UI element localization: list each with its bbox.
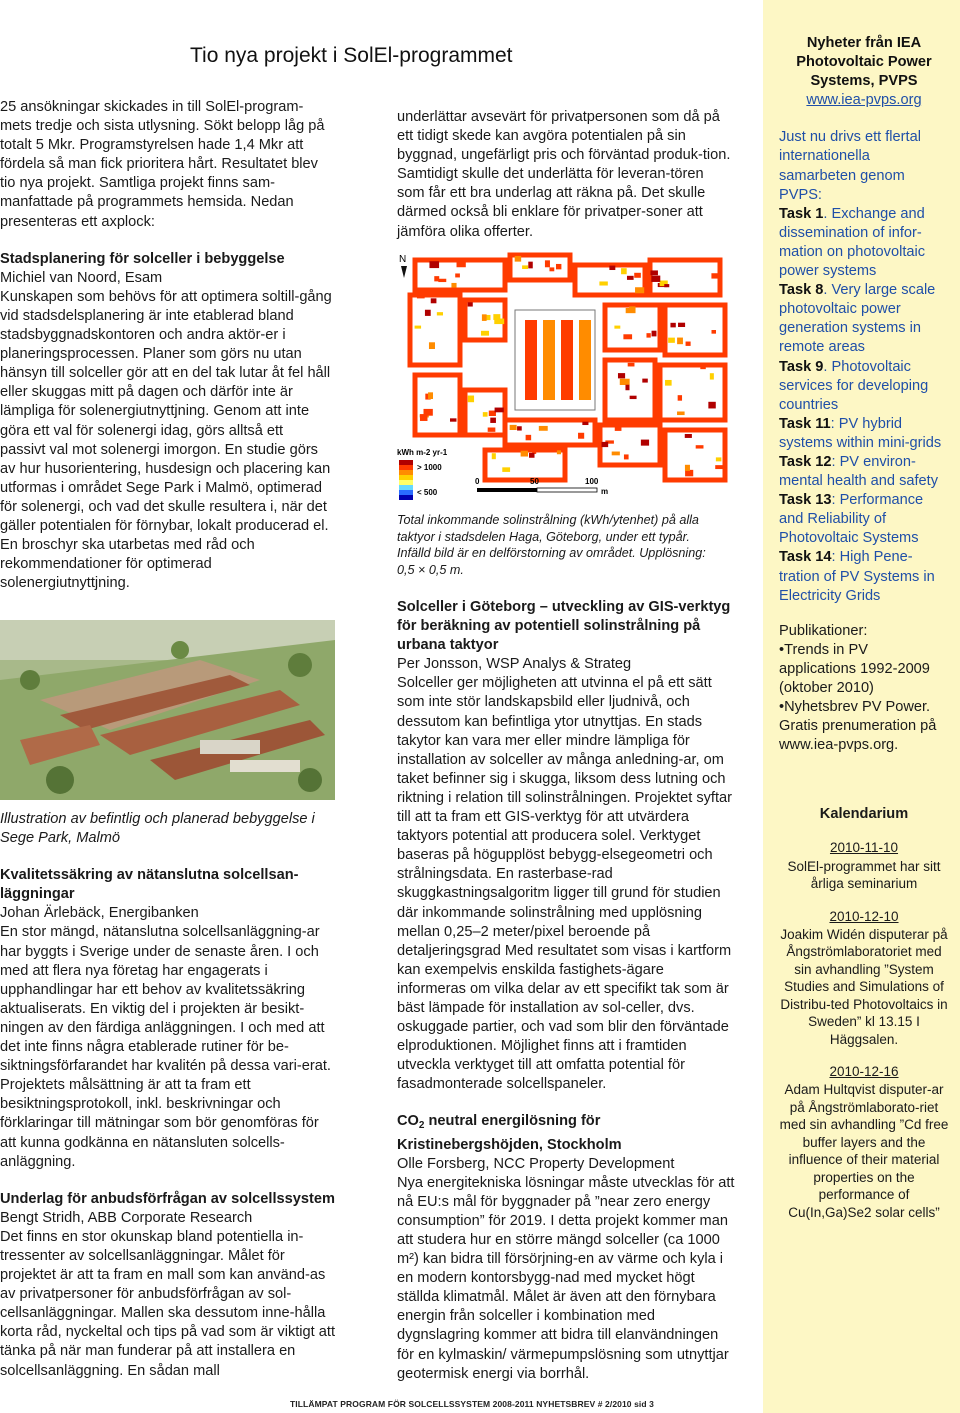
roof-segment: [529, 453, 535, 458]
roof-segment: [483, 412, 488, 417]
pvps-link[interactable]: www.iea-pvps.org: [806, 92, 922, 109]
sidebar-heading: Nyheter från IEA Photovoltaic Power Systems, PVPS: [796, 35, 932, 90]
roof-segment: [437, 312, 443, 315]
legend-swatch: [399, 465, 413, 470]
task-text: : High Pene-tration of PV Systems in Electricity Grids: [779, 549, 935, 604]
article2-heading: Kvalitetssäkring av nätanslutna solcellsan-läggningar: [0, 867, 299, 903]
roof-segment: [670, 323, 675, 328]
roof-segment: [628, 363, 635, 367]
roof-segment: [621, 268, 627, 274]
roof-segment: [708, 402, 715, 409]
roof-segment: [455, 273, 460, 277]
roof-segment: [668, 338, 675, 343]
scale-0: 0: [475, 477, 480, 486]
roof-segment: [425, 310, 431, 316]
roof-segment: [677, 338, 683, 345]
scale-50: 50: [530, 477, 539, 486]
roof-segment: [678, 395, 682, 401]
pub-item: •Nyhetsbrev PV Power. Gratis prenumeration på www.iea-pvps.org.: [779, 699, 937, 754]
middle-column-lower: [397, 598, 735, 1384]
task-label: Task 11: [779, 415, 831, 432]
legend-swatch: [399, 495, 413, 500]
roof-segment: [686, 342, 691, 346]
roof-segment: [468, 302, 473, 306]
roof-segment: [488, 428, 496, 432]
roof-segment: [417, 295, 425, 298]
roof-segment: [451, 283, 456, 288]
task-text: . Photovoltaic services for developing countries: [779, 358, 929, 413]
scale-100: 100: [585, 477, 599, 486]
task-label: Task 1: [779, 205, 824, 222]
legend-title: kWh m-2 yr-1: [397, 448, 448, 457]
roof-segment: [431, 298, 437, 303]
scale-unit: m: [601, 487, 609, 496]
inset-building: [579, 320, 591, 400]
task-text: . Exchange and dissemination of infor-mation on photovoltaic power systems: [779, 205, 926, 280]
intro-text: 25 ansökningar skickades in till SolEl-program-mets tredje och sista utlysning. Sökt belopp låg på totalt 5 Mkr. Programstyrelsen hade 1,4 Mkr att fördela så man fick prioritera hårt. Resultatet blev tio nya projekt. Samtliga projekt finns sam-manfattade på programmets hemsida. Nedan presenteras ett axplock:: [0, 99, 325, 230]
roof-segment: [494, 319, 504, 325]
roof-segment: [665, 380, 672, 386]
roof-segment: [652, 331, 657, 337]
roof-segment: [481, 331, 489, 336]
roof-segment: [711, 330, 716, 334]
pub-heading: Publikationer:: [779, 622, 868, 639]
roof-segment: [521, 451, 528, 457]
task-item: [779, 548, 949, 605]
roof-segment: [685, 465, 690, 471]
roof-segment: [710, 373, 714, 379]
roof-segment: [557, 450, 561, 454]
roof-segment: [502, 467, 510, 472]
event-text: SolEl-programmet har sitt årliga seminarium: [787, 858, 941, 892]
roof-segment: [420, 414, 428, 421]
event-date: 2010-11-10: [829, 840, 899, 856]
roof-segment: [651, 276, 660, 282]
roof-segment: [634, 273, 641, 278]
article2-author: Johan Ärlebäck, Energibanken: [0, 905, 199, 922]
roof-segment: [630, 396, 637, 399]
article5-heading: $CO_2$ neutral energilösning för Kristinebergshöjden, Stockholm: [397, 1113, 622, 1153]
north-label: N: [399, 254, 407, 265]
calendar-heading: Kalendarium: [819, 806, 909, 823]
roof-segment: [495, 408, 504, 413]
task-label: Task 9: [779, 358, 824, 375]
roof-segment: [602, 442, 609, 447]
roof-segment: [515, 256, 521, 262]
roof-segment: [700, 366, 705, 369]
left-column: [0, 98, 332, 611]
task-text: : Performance and Reliability of Photovoltaic Systems: [779, 492, 924, 547]
task-list: [779, 205, 949, 606]
roof-segment: [599, 281, 607, 285]
event-date: 2010-12-16: [829, 1064, 899, 1080]
roof-segment: [614, 326, 620, 329]
solar-radiation-map: [395, 250, 730, 505]
roof-segment: [539, 426, 548, 431]
inset-building: [543, 320, 555, 400]
event-text: Joakim Widén disputerar på Ångströmlaboratoriet med sin avhandling ”System Studies and Simulations of Distribu-ted Photovoltaics in Sweden” kl 13.15 I Häggsalen.: [780, 926, 948, 1047]
roof-segment: [556, 264, 561, 269]
event-date: 2010-12-10: [829, 908, 899, 924]
article4-body: Solceller ger möjligheten att utvinna el på ett sätt som inte stör landskapsbild eller ljudnivå, och dessutom kan befintliga ytor utnyttjas. En stads takytor kan vara mer eller mindre lämpliga för installation av solceller av många anledning-ar, om taket befinner sig i skugga, liksom dess lutning och riktning i relation till solinstrålningen. Projektet syftar till att ta fram ett GIS-verktyg för att utvärdera taktyors potential att producera solel. Verktyget baseras på högupplöst bebygg-elsegeometri och strålningsdata. En rasterbase-rad skuggkastningsalgoritm ligger till grund för studien där inkommande solinstrålning med upplösning mellan 0,25–2 meter/pixel beroende på detaljeringsgrad Med resultatet som visas i kartform kan exempelvis enskilda fastighets-ägare informeras om vilka delar av ett specifikt tak som är bäst lämpade för installation av sol-celler, dvs. oskuggade partier, och vad som blir den förväntade elproduktionen. Möjlighet finns att i framtiden utveckla verktyget till att omfatta potential för fasadmonterade solcellspaneler.: [397, 675, 732, 1093]
roof-segment: [522, 265, 528, 269]
roof-segment: [711, 273, 720, 278]
roof-segment: [641, 440, 649, 446]
roof-segment: [677, 411, 685, 415]
roof-segment: [635, 287, 644, 293]
task-label: Task 13: [779, 492, 832, 509]
roof-segment: [678, 323, 685, 327]
legend-swatch: [399, 485, 413, 490]
article5-author: Olle Forsberg, NCC Property Development: [397, 1155, 675, 1172]
roof-segment: [715, 465, 725, 469]
page-title: Tio nya projekt i SolEl-programmet: [190, 44, 513, 67]
sidebar-intro: Just nu drivs ett flertal internationella samarbeten genom PVPS:: [779, 129, 921, 203]
task-text: . Very large scale photovoltaic power generation systems in remote areas: [779, 282, 936, 356]
roof-segment: [623, 334, 632, 339]
article4-heading: Solceller i Göteborg – utveckling av GIS-verktyg för beräkning av potentiell solinstrålning på urbana taktyor: [397, 599, 731, 654]
roof-segment: [428, 392, 433, 399]
roof-segment: [612, 452, 620, 456]
roof-segment: [528, 262, 532, 269]
task-item: [779, 453, 949, 491]
roof-segment: [510, 425, 517, 430]
task-label: Task 14: [779, 549, 832, 566]
roof-segment: [545, 260, 550, 267]
roof-segment: [629, 306, 635, 310]
roof-segment: [620, 379, 630, 385]
task-label: Task 12: [779, 453, 832, 470]
roof-segment: [685, 434, 692, 438]
legend-color-bar: [399, 460, 413, 500]
roof-segment: [415, 326, 421, 329]
task-text: : PV hybrid systems within mini-grids: [779, 415, 942, 451]
roof-segment: [650, 270, 658, 275]
task-label: Task 8: [779, 282, 824, 299]
photo-caption: Illustration av befintlig och planerad bebyggelse i Sege Park, Malmö: [0, 811, 315, 847]
legend-swatch: [399, 475, 413, 480]
roof-segment: [624, 454, 629, 459]
task-item: [779, 205, 949, 281]
roof-segment: [438, 279, 446, 282]
roof-segment: [664, 284, 669, 287]
roof-segment: [716, 457, 721, 461]
event-text: Adam Hultqvist disputer-ar på Ångströmlaborato-riet med sin avhandling ”Cd free buffer layers and the influence of their material properties on the performance of Cu(In,Ga)Se2 solar cells”: [779, 1082, 949, 1220]
task-item: [779, 491, 949, 548]
article5-body: Nya energitekniska lösningar måste utvecklas för att nå EU:s mål för byggnader på ”near zero energy consumption” för 2019. I detta projekt kommer man att studera hur en större mängd solceller (ca 1000 m²) kan bidra till försörjning-en av värme och kyla i en modern kontorsbygg-nad med mycket högt ställda klimatmål. Målet är även att den förnybara energin från solceller i kombination med dygnslagring kommer att bidra till elanvändningen för en kylmaskin/ värmepumpslösning som utnyttjar geotermisk energi via borrhål.: [397, 1174, 735, 1382]
article1-heading: Stadsplanering för solceller i bebyggelse: [0, 250, 285, 267]
roof-segment: [696, 445, 704, 448]
roof-segment: [517, 426, 522, 430]
inset-building: [525, 320, 537, 400]
middle-column-top: [397, 108, 735, 242]
roof-segment: [615, 425, 622, 431]
scale-bar: [477, 488, 597, 492]
task-item: [779, 415, 949, 453]
inset-building: [561, 320, 573, 400]
roof-segment: [578, 433, 584, 439]
article3-body: Det finns en stor okunskap bland potentiella in-tressenter av solcellsanläggningar. Målet för projektet är att ta fram en mall som kan använd-as av privatpersoner för anbudsförfrågan av sol-cellsanläggningar. Mallen ska dessutom inne-hålla korta råd, nyckeltal och tips på vad som är viktigt att tänka på när man funderar på att installera en solcellsanläggning. En sådan mall: [0, 1228, 335, 1379]
pub-item: •Trends in PV applications 1992-2009 (oktober 2010): [779, 641, 930, 696]
roof-segment: [457, 262, 466, 267]
page-footer: TILLÄMPAT PROGRAM FÖR SOLCELLSSYSTEM 2008-2011 NYHETSBREV # 2/2010 sid 3: [290, 1399, 654, 1409]
roof-segment: [468, 396, 474, 403]
pub-list: [779, 641, 949, 756]
map-caption-wrap: [397, 512, 722, 578]
task-text: : PV environ-mental health and safety: [779, 453, 939, 490]
roof-segment: [618, 373, 625, 378]
task-item: [779, 281, 949, 357]
roof-segment: [625, 385, 629, 390]
roof-segment: [549, 267, 554, 271]
article4-author: Per Jonsson, WSP Analys & Strateg: [397, 656, 632, 673]
roof-segment: [642, 379, 647, 383]
article2-body: En stor mängd, nätanslutna solcellsanläggning-ar har byggts i Sverige under de senaste åren. I och med att flera nya företag har engagerats i upphandlingar har ett behov av kvalitetssäkring aktualiserats. En viktig del i projekten är besikt-ningen av den färdiga anläggningen. I och med att det inte finns några etablerade rutiner för be-siktningsförfarandet har kvalitén på dessa vari-erat. Projektets målsättning är att ta fram ett besiktningsprotokoll, inkl. beskrivningar och förklaringar till mätningar som bör genomföras för att kunna godkänna en nätansluten solcells-anläggning.: [0, 924, 331, 1170]
sege-park-illustration: [0, 620, 335, 800]
article3-author: Bengt Stridh, ABB Corporate Research: [0, 1209, 253, 1226]
article3-continued: underlättar avsevärt för privatpersonen som då på ett tidigt skede kan avgöra potentialen på sin byggnad, ungefärligt pris och förväntad produk-tion. Samtidigt skulle det underlätta för leveran-tören som får ett bra underlag att räkna på. Det skulle därmed också bli enklare för privatper-soner att jämföra olika offerter.: [397, 109, 731, 240]
article1-body: Kunskapen som behövs för att optimera soltill-gång vid stadsdelsplanering är inte etablerad bland stadsbyggnadskontoren och andra aktör-er i planeringsprocessen. Planer som görs nu utan hänsyn till solceller gör att en del tak lutar åt fel håll eller skuggas mitt på dagen och därför inte är lämpliga för solenergiutnyttjning. Genom att inte göra ett val för solenergi idag, görs alltså ett passivt val mot solenergi imorgon. En studie görs av hur husorientering, husdesign och placering kan utformas i området Sege Park i Malmö, optimerad för solenergi, och vad det skulle resultera i, när det gäller potentialen för förnybar, lokalt producerad el. En broschyr ska utarbetas med råd och rekommendationer för optimerad solenergiutnyttjning.: [0, 288, 332, 592]
roof-segment: [434, 276, 439, 281]
roof-segment: [582, 422, 588, 425]
event-list: [779, 838, 949, 1221]
task-item: [779, 358, 949, 415]
article1-author: Michiel van Noord, Esam: [0, 269, 163, 286]
roof-segment: [482, 314, 487, 321]
sidebar: [763, 0, 960, 1413]
roof-segment: [646, 333, 650, 337]
roof-segment: [429, 342, 435, 349]
roof-segment: [627, 276, 634, 280]
roof-segment: [492, 453, 496, 459]
roof-segment: [609, 266, 615, 270]
legend-swatch: [399, 490, 413, 495]
roof-segment: [429, 261, 439, 268]
legend-swatch: [399, 460, 413, 465]
map-caption: Total inkommande solinstrålning (kWh/ytenhet) på alla taktyor i stadsdelen Haga, Göteborg, under ett typår. Infälld bild är en delförstorning av området. Upplösning: 0,5 × 0,5 m.: [397, 513, 706, 577]
roof-segment: [450, 418, 456, 421]
article3-heading: Underlag för anbudsförfrågan av solcellssystem: [0, 1190, 335, 1207]
legend-low: < 500: [417, 488, 438, 497]
legend-high: > 1000: [417, 463, 442, 472]
legend-swatch: [399, 480, 413, 485]
roof-segment: [490, 418, 496, 423]
roof-segment: [526, 435, 532, 440]
legend-swatch: [399, 470, 413, 475]
left-column-lower: [0, 810, 335, 1381]
